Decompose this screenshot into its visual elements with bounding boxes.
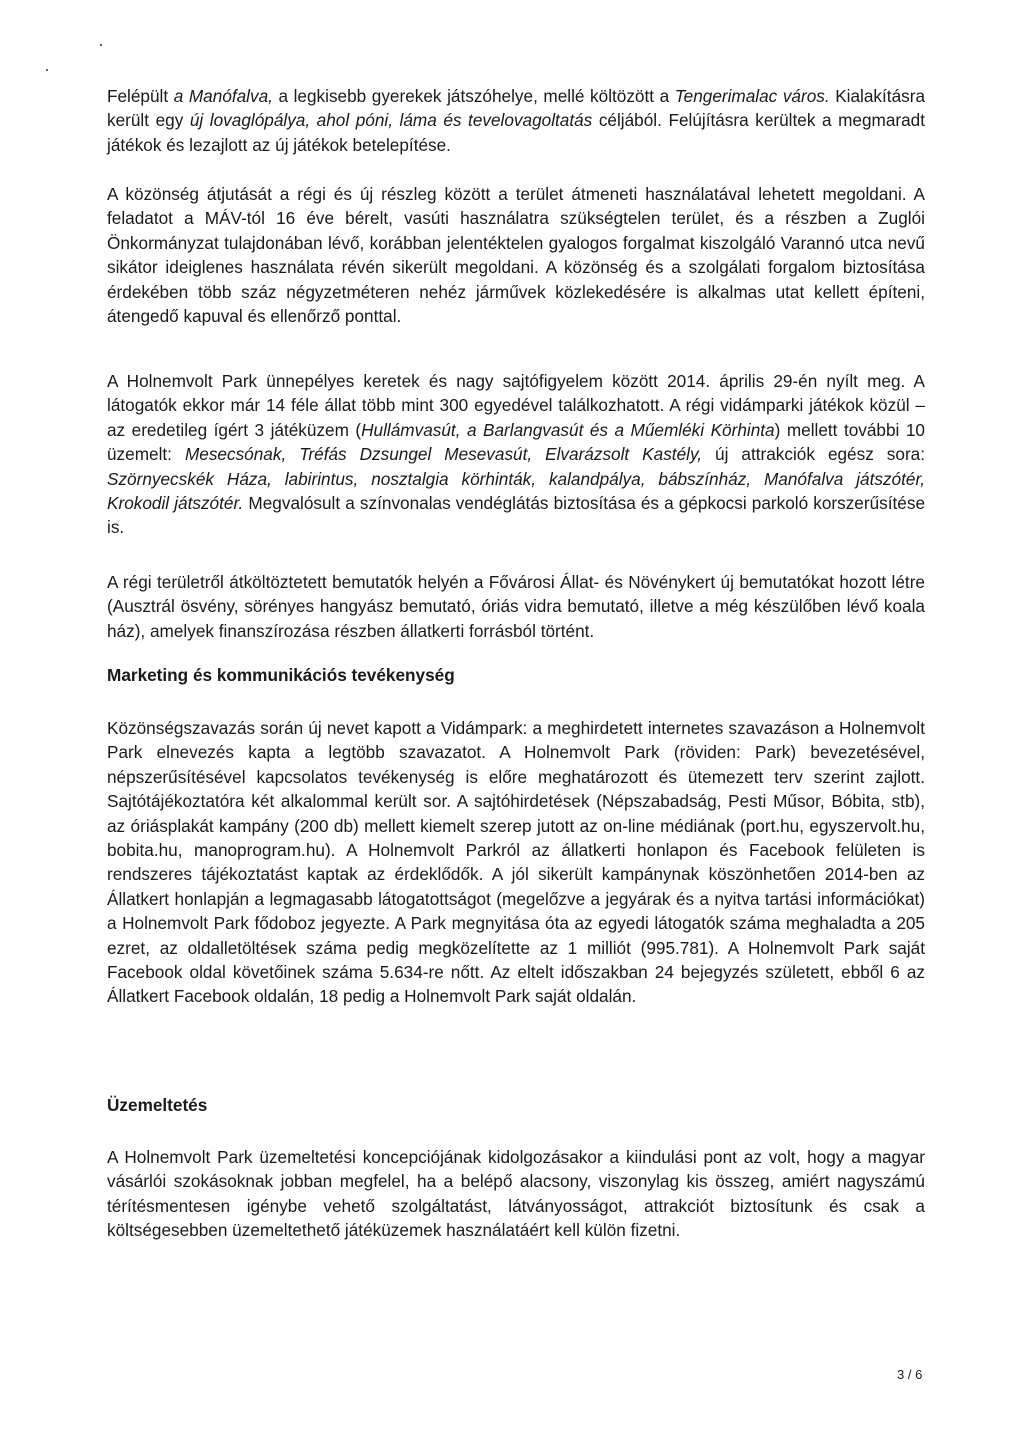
paragraph-zoo-exhibits — [107, 570, 925, 643]
text-run: A közönség átjutását a régi és új részleg között a terület átmeneti használatával lehetett megoldani. A feladatot a MÁV-tól 16 éve bérelt, vasúti használatra szükségtelen terület, és a részben a Zuglói Önkormányzat tulajdonában lévő, korábban jelentéktelen gyalogos forgalmat kiszolgáló Varannó utca nevű sikátor ideiglenes használata révén sikerült megoldani. A közönség és a szolgálati forgalom biztosítása érdekében több száz négyzetméteren nehéz járművek közlekedésére is alkalmas utat kellett építeni, átengedő kapuval és ellenőrző ponttal. — [107, 184, 925, 327]
italic-text-run: Tengerimalac város. — [674, 86, 830, 106]
text-run: Megvalósult a színvonalas vendéglátás biztosítása és a gépkocsi parkoló korszerűsítése is. — [107, 493, 925, 538]
page-number: 3 / 6 — [897, 1367, 923, 1382]
paragraph-operations — [107, 1145, 925, 1243]
paragraph-manofalva — [107, 84, 925, 157]
italic-text-run: a Manófalva, — [173, 86, 273, 106]
italic-text-run: Szörnyecskék Háza, labirintus, nosztalgia körhinták, kalandpálya, bábszínház, Manófalva játszótér, Krokodil játszótér. — [107, 468, 925, 514]
heading-operations: Üzemeltetés — [107, 1095, 208, 1115]
text-run: A Holnemvolt Park üzemeltetési koncepciójának kidolgozásakor a kiindulási pont az volt, hogy a magyar vásárlói szokásoknak jobban megfelel, ha a belépő alacsony, viszonylag kis összeg, amiért nagyszámú térítésmentesen igénybe vehető szolgáltatást, látványosságot, attrakciót biztosítunk és csak a költségesebben üzemeltethető játéküzemek használatáért kell külön fizetni. — [107, 1147, 925, 1241]
text-run: A régi területről átköltöztetett bemutatók helyén a Fővárosi Állat- és Növénykert új bemutatókat hozott létre (Ausztrál ösvény, sörényes hangyász bemutató, óriás vidra bemutató, illetve a még készülőben lévő koala ház), amelyek finanszírozása részben állatkerti forrásból történt. — [107, 572, 925, 641]
text-run: a legkisebb gyerekek játszóhelye, mellé költözött a — [272, 86, 675, 106]
paragraph-marketing — [107, 716, 925, 1009]
italic-text-run: Hullámvasút, a Barlangvasút és a Műemléki Körhinta — [361, 419, 775, 440]
heading-marketing: Marketing és kommunikációs tevékenység — [107, 665, 455, 685]
text-run: A Holnemvolt Park ünnepélyes keretek és nagy sajtófigyelem között 2014. április 29-én nyílt meg. A látogatók ekkor már 14 féle állat több mint 300 egyedével találkozhatott. A régi vidámparki játékok közül – az eredetileg ígért 3 játéküzem ( — [107, 371, 925, 440]
text-run: ) mellett további 10 üzemelt: — [107, 419, 925, 465]
scan-speck — [46, 69, 48, 71]
text-run: Kialakításra került egy — [107, 86, 926, 131]
text-run: céljából. Felújításra kerültek a megmaradt játékok és lezajlott az új játékok betelepítése. — [107, 110, 926, 155]
paragraph-access-route — [107, 182, 925, 328]
text-run: Felépült — [107, 86, 174, 106]
italic-text-run: új lovaglópálya, ahol póni, láma és tevelovagoltatás — [189, 110, 593, 131]
paragraph-park-opening — [107, 369, 925, 540]
text-run: Közönségszavazás során új nevet kapott a Vidámpark: a meghirdetett internetes szavazáson a Holnemvolt Park elnevezés kapta a legtöbb szavazatot. A Holnemvolt Park (röviden: Park) bevezetésével, népszerűsítésével kapcsolatos tevékenység is előre meghatározott és ütemezett terv szerint zajlott. Sajtótájékoztatóra két alkalommal került sor. A sajtóhirdetések (Népszabadság, Pesti Műsor, Bóbita, stb), az óriásplakát kampány (200 db) mellett kiemelt szerep jutott az on-line médiának (port.hu, egyszervolt.hu, bobita.hu, manoprogram.hu). A Holnemvolt Parkról az állatkerti honlapon és Facebook felületen is rendszeres tájékoztatást kaptak az érdeklődők. A jól sikerült kampánynak köszönhetően 2014-ben az Állatkert honlapján a legmagasabb látogatottságot (megelőzve a jegyárak és a nyitva tartási információkat) a Holnemvolt Park fődoboz jegyezte. A Park megnyitása óta az egyedi látogatók száma meghaladta a 205 ezret, az oldalletöltések száma pedig megközelítette az 1 milliót (995.781). A Holnemvolt Park saját Facebook oldal követőinek száma 5.634-re nőtt. Az eltelt időszakban 24 bejegyzés született, ebből 6 az Állatkert Facebook oldalán, 18 pedig a Holnemvolt Park saját oldalán. — [107, 718, 925, 1007]
scan-speck — [100, 44, 102, 46]
italic-text-run: Mesecsónak, Tréfás Dzsungel Mesevasút, Elvarázsolt Kastély, — [184, 444, 703, 465]
text-run: új attrakciók egész sora: — [702, 444, 926, 465]
